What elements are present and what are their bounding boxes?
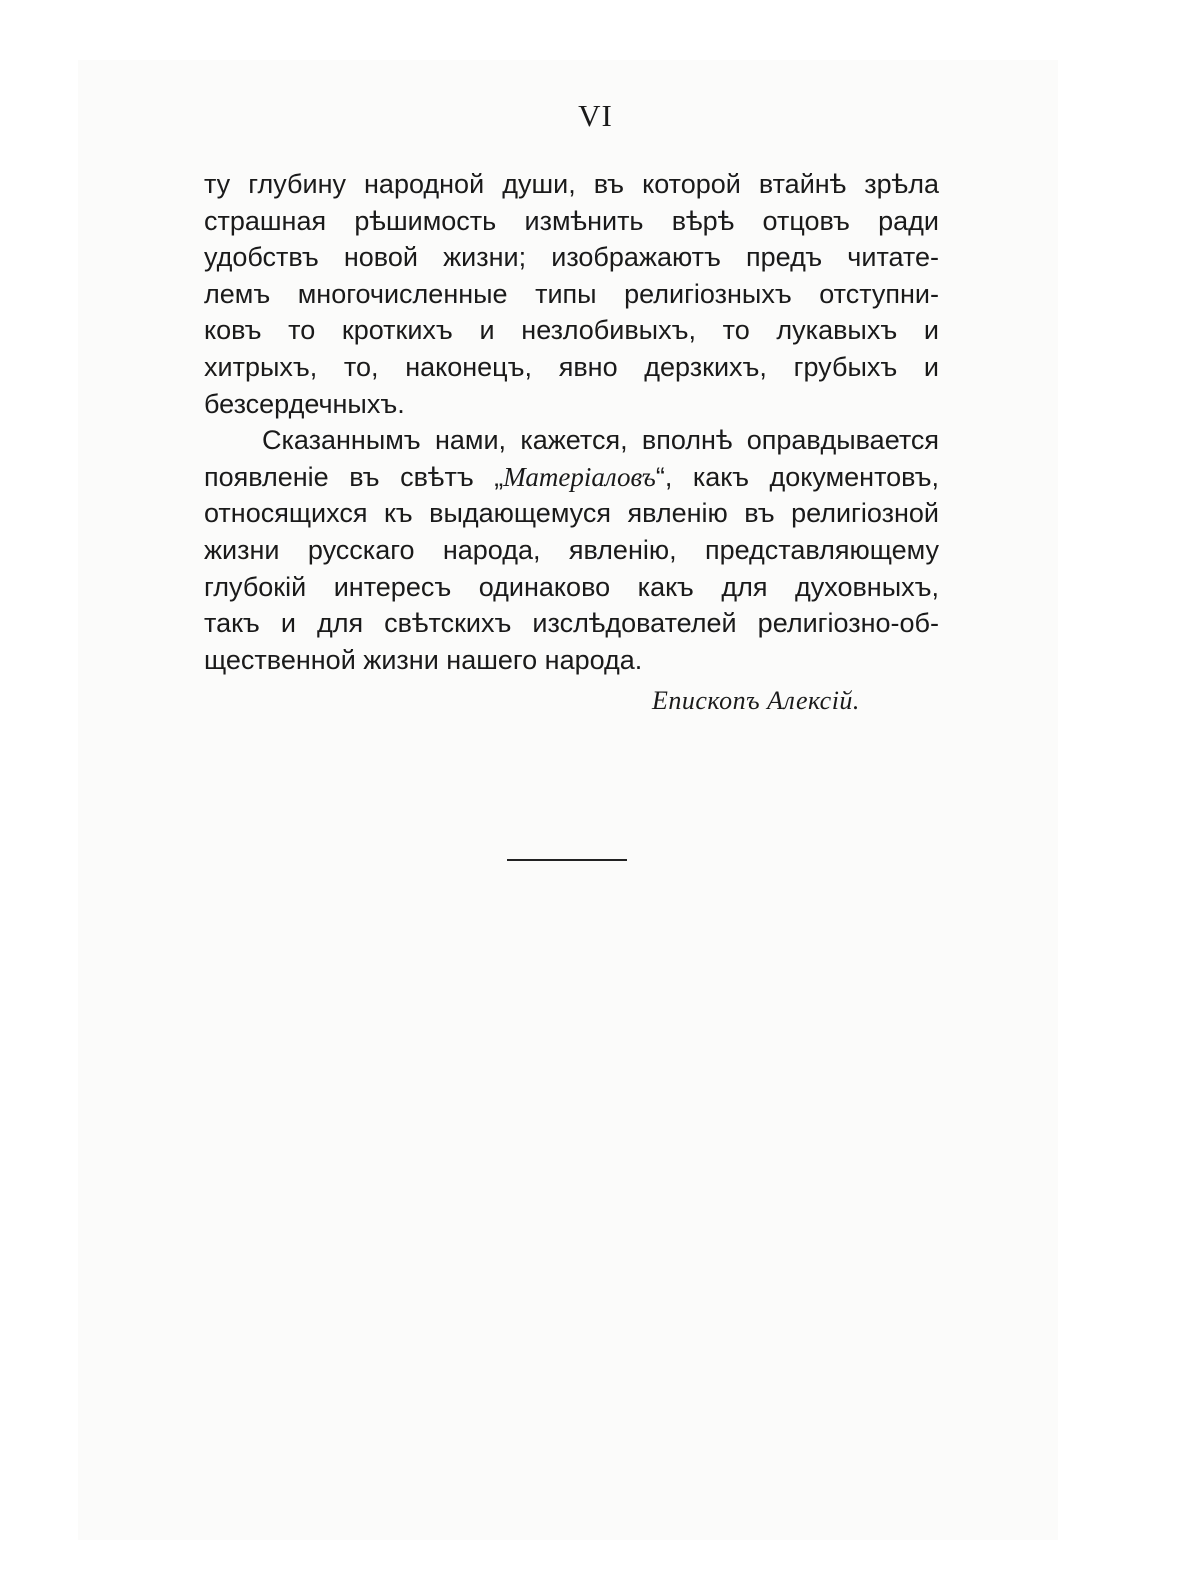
author-signature: Епископъ Алексій.: [652, 686, 860, 715]
paragraph-2-line: щественной жизни нашего народа.: [204, 644, 643, 675]
paragraph-2-line: глубокій интересъ одинаково какъ для духовныхъ,: [204, 571, 939, 602]
paragraph-2-line: относящихся къ выдающемуся явленію въ религіозной: [204, 498, 939, 529]
paragraph-1-line: безсердечныхъ.: [204, 388, 405, 419]
paragraph-2-line-with-title: [204, 459, 939, 496]
title-prefix: появленіе въ свѣтъ „: [204, 461, 504, 492]
title-suffix: “, какъ документовъ,: [655, 461, 939, 492]
paragraph-2-line: жизни русскаго народа, явленію, представляющему: [204, 534, 939, 565]
paragraph-1-line: ту глубину народной души, въ которой втайнѣ зрѣла: [204, 169, 939, 199]
work-title: Матеріаловъ: [503, 461, 656, 492]
paragraph-1-line: ковъ то кроткихъ и незлобивыхъ, то лукавыхъ и: [204, 315, 939, 346]
paragraph-2-line: Сказаннымъ нами, кажется, вполнѣ оправдывается: [262, 425, 939, 456]
paragraph-1-line: лемъ многочисленные типы религіозныхъ отступни-: [204, 278, 939, 309]
paragraph-2-line: такъ и для свѣтскихъ изслѣдователей религіозно-об-: [204, 608, 939, 639]
paragraph-1-line: удобствъ новой жизни; изображаютъ предъ читате-: [204, 242, 939, 273]
body-text: [204, 166, 939, 678]
paragraph-1-line: хитрыхъ, то, наконецъ, явно дерзкихъ, грубыхъ и: [204, 351, 939, 382]
section-divider-rule: [507, 859, 627, 861]
paragraph-1-line: страшная рѣшимость измѣнить вѣрѣ отцовъ ради: [204, 205, 939, 236]
page-number: VI: [578, 98, 613, 133]
